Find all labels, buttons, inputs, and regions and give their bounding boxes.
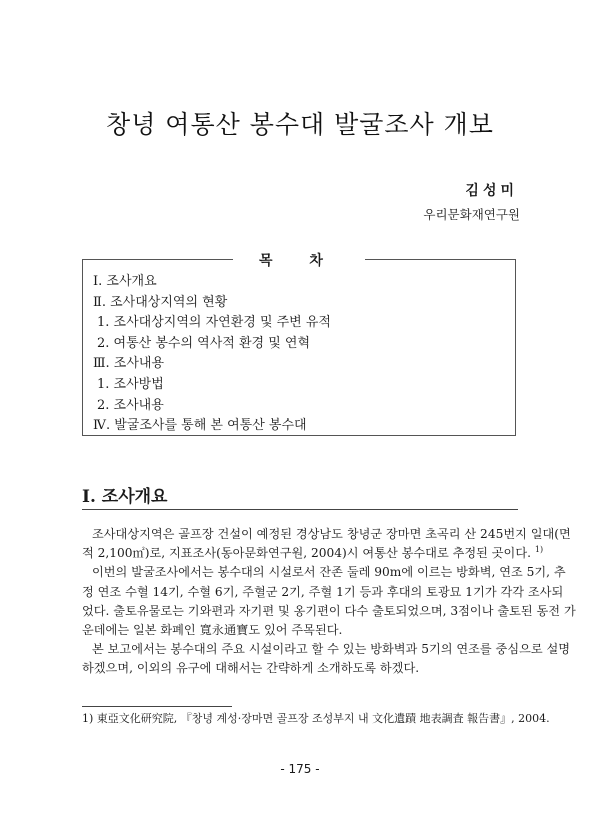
paragraph-text: 하겠으며, 이외의 유구에 대해서는 간략하게 소개하도록 하겠다. [82, 661, 420, 676]
toc-item: Ⅲ. 조사내용 [93, 356, 165, 372]
toc-item: Ⅱ. 조사대상지역의 현황 [93, 294, 228, 310]
footnote: 1) 東亞文化研究院, 『창녕 계성·장마면 골프장 조성부지 내 文化遺蹟 地表調査 報告書』, 2004. [82, 712, 550, 725]
paragraph-text: 이번의 발굴조사에서는 봉수대의 시설로서 잔존 둘레 90m에 이르는 방화벽, 연조 5기, 추 [92, 565, 566, 580]
paragraph-text: 조사대상지역은 골프장 건설이 예정된 경상남도 창녕군 장마면 초곡리 산 245번지 일대(면 [92, 527, 571, 541]
toc-item: Ⅰ. 조사개요 [93, 274, 157, 289]
paragraph-text: 정 연조 수혈 14기, 수혈 6기, 주혈군 2기, 주혈 1기 등과 후대의 토광묘 1기가 각각 조사되 [82, 584, 564, 599]
page-number: - 175 - [280, 762, 320, 776]
footnote-ref[interactable]: 1) [534, 545, 544, 555]
table-of-contents [82, 253, 516, 436]
paragraph-line [82, 544, 544, 563]
toc-list [93, 272, 331, 437]
document-title: 창녕 여통산 봉수대 발굴조사 개보 [106, 110, 494, 139]
paragraph-text: 운데에는 일본 화폐인 寬永通寶도 있어 주목된다. [82, 623, 343, 638]
paragraph-line [82, 621, 518, 640]
author-affiliation: 우리문화재연구원 [423, 207, 520, 222]
paragraph-line [82, 602, 576, 621]
body-text [82, 525, 576, 679]
toc-item: Ⅳ. 발굴조사를 통해 본 여통산 봉수대 [93, 418, 307, 434]
paragraph-text: 본 보고에서는 봉수대의 주요 시설이라고 할 수 있는 방화벽과 5기의 연조를 중심으로 설명 [92, 642, 571, 657]
toc-item: 1. 조사대상지역의 자연환경 및 주변 유적 [97, 315, 331, 331]
paragraph-line [82, 659, 518, 678]
toc-heading-wrapper [83, 250, 515, 270]
paragraph-line [82, 583, 564, 602]
toc-heading: 목 차 [233, 253, 365, 269]
toc-item: 2. 조사내용 [97, 397, 164, 413]
paragraph-line [82, 563, 566, 582]
toc-item: 1. 조사방법 [97, 376, 164, 392]
author-name: 김성미 [465, 183, 518, 199]
paragraph-text: 었다. 출토유물로는 기와편과 자기편 및 옹기편이 다수 출토되었으며, 3점이나 출토된 동전 가 [82, 603, 576, 618]
footnote-divider [82, 706, 232, 707]
section-title: Ⅰ. 조사개요 [82, 487, 168, 507]
paragraph-text: 적 2,100㎡)로, 지표조사(동아문화연구원, 2004)시 여통산 봉수대로 추정된 곳이다. [82, 546, 531, 561]
toc-item: 2. 여통산 봉수의 역사적 환경 및 연혁 [97, 335, 311, 351]
section-divider [82, 509, 518, 510]
paragraph-line [82, 640, 571, 659]
paragraph-line [82, 525, 571, 544]
